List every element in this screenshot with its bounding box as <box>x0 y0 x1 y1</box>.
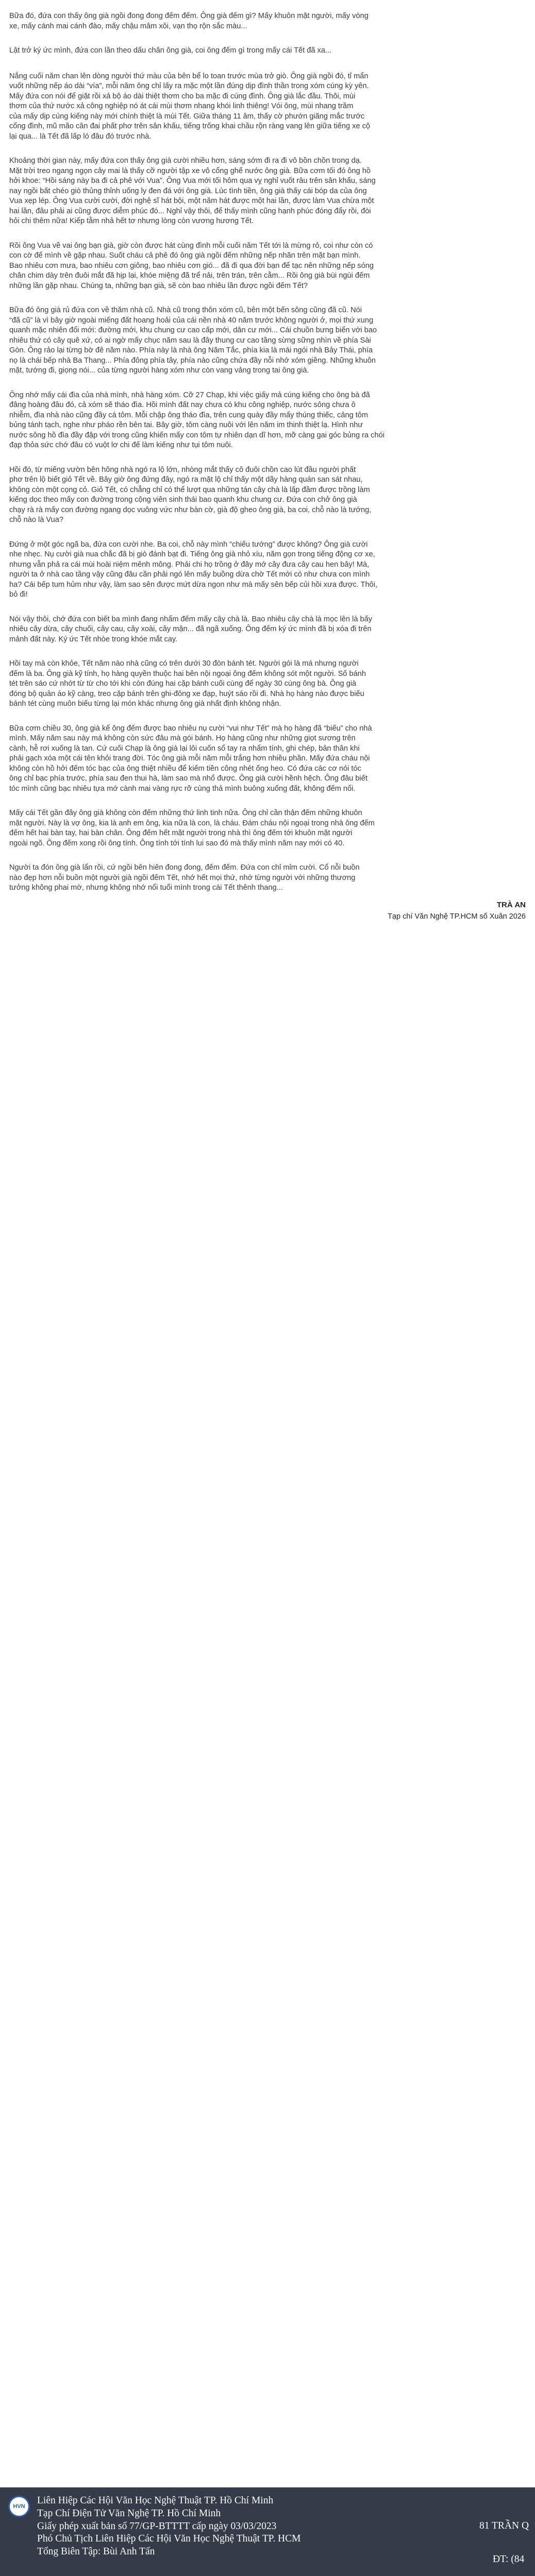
paragraph: Mấy cái Tết gần đây ông già không còn đếm những thứ linh tinh nữa. Ông chỉ cần thận đếm những khuôn mặt người. Này là vợ ông, kia là anh em ông, kia nữa là con, là cháu. Đám cháu nội ngoại trong nhà ông đếm đếm hết hai bàn tay, hai bàn chân. Ông đếm hết mặt người trong nhà thì ông đếm tới khuôn mặt người ngoài ngõ. Ông đếm xong rồi ông tính. Ông tính tới tính lui sao đó mà thấy mình năm nay mới có 40. <box>9 809 375 848</box>
paragraph: Khoảng thời gian này, mấy đứa con thấy ông già cười nhiều hơn, sáng sớm đi ra đi vô bồn chồn trong dạ. Mặt trời treo ngang ngọn cây mai là thấy cỡ người tập xe vô cổng ghế nước ông già. Bữa cơm tối đó ông hồ hởi khoe: “Hồi sáng này ba đi cả phê với Vua”. Ông Vua mới tối hôm qua vỵ nghỉ vuốt râu trên sân khấu, sáng nay ngồi bất chéo giò thủng thỉnh uống ly đen đá với ông già. Lúc tình tiền, ông già thấy cái bóp da của ông Vua xẹp lép. Ông Vua cười cười, đời nghệ sĩ hát bội, một năm hát được một hai lần, được làm Vua chừa một hai lần, đâu phải ai cũng được diễm phúc đó... Nghỉ vậy thôi, để thấy mình cũng hạnh phúc đóng đẩy rồi, đòi hỏi chi thêm nữa! Kiếp tằm nhả hết tơ nhưng lòng còn vương hương Tết. <box>9 157 376 225</box>
paragraph: Nắng cuối năm chan lên dòng người thứ màu của bên bể lo toan trước mùa trở giò. Ông già ngồi đó, tỉ mẩn vuốt những nếp áo dài “vía”, mỗi năm ông chỉ lấy ra mặc một lần đúng dịp đình thần trong xóm cúng kỳ yên. Mấy đứa con nói để giặt rồi xả bộ áo dài thiệt thơm cho ba mặc đi cúng đình. Ông già lắc đầu. Thôi, mùi thơm của thứ nước xả công nghiệp nó át cái mùi thơm nhang khói linh thiêng! Vói ông, mùi nhang trầm của mấy dịp cúng kiếng này mới chính thiệt là mùi Tết. Giữa tháng 11 âm, thấy cờ phướn giăng mắc trước cổng đình, mũ mão cân đai phất phơ trên sân khấu, tiếng trống khai chầu rộn ràng vang lên giữa tiếng xe cộ lại qua... là Tết đã lấp ló đâu đó trước nhà. <box>9 72 371 141</box>
paragraph: Người ta đón ông già lẩn rồi, cứ ngồi bên hiên đong đong, đếm đếm. Đứa con chỉ mỉm cười. Cổ nỗi buồn nào đẹp hơn nỗi buồn một người già ngồi đếm Tết, nhớ hết mọi thứ, nhớ từng người với những thương tưởng không phai mờ, nhưng không nhớ nổi tuổi mình trong cái Tết thênh thang... <box>9 863 360 892</box>
organization-logo-icon <box>8 2496 30 2517</box>
paragraph: Rồi ông Vua về vai ông bạn già, giờ còn được hát cùng đình mỗi cuối năm Tết tới là mừng rỏ, coi như còn có con cờ để mình về gặp nhau. Suốt cháu cả phê đó ông già ngồi đếm những nếp nhăn trên mặt bạn mình. Bao nhiêu cơn mưa, bao nhiêu cơn giông, bao nhiêu cơn gió... đã đi qua đời bạn để tạc nên những nếp sóng chân chim dày trên đuôi mắt đã hịp lại, khóe miệng đã trể nải, trên trán, trên cằm... Rồi ông già bùi ngùi đếm những lần gặp nhau. Chúng ta, những bạn già, sẽ còn bao nhiêu lần được ngồi đếm Tết? <box>9 241 374 290</box>
footer-line-license: Giấy phép xuất bản số 77/GP-BTTTT cấp ngày 03/03/2023 <box>37 2520 277 2532</box>
paragraph: Bữa cơm chiều 30, ông già kể ông đếm được bao nhiêu nụ cười “vui như Tết” mà họ hàng đã “biếu” cho nhà mình. Mấy năm sau này má không còn sức đâu mà gói bánh. Họ hàng cũng như những giọt sương trên cành, hễ rơi xuống là tan. Cứ cuối Chạp là ông già lại lôi cuốn sổ tay ra nhẩm tính, ghi chép, bản thân khi phải gạch xóa một cái tên khỏi trang đời. Tóc ông già mỗi năm mỗi trắng hơn nhiều phần. Mấy đứa cháu nội không còn hồ hởi đếm tóc bạc của ông thiệt nhiều để kiếm tiền công nhét ống heo. Có đứa các cơ nói tóc ông chỉ bạc phía trước, phía sau đen thui hà, làm sao mà nhổ được. Ông già cười hềnh hệch. Ông đâu biết tóc mình cũng bạc nhiêu tựa mớ cành mai vàng rực rỡ cùng thả mình buông xuống đất, không đếm nổi. <box>9 724 372 793</box>
paragraph: Nói vậy thôi, chớ đứa con biết ba mình đang nhẩm đếm mấy cây chà là. Bao nhiêu cây chà là mọc lên là bấy nhiêu cây dừa, cây chuối, cây cau, cây xoài, cây mận... đã ngã xuống. Ông đếm ký ức mình đã bị xóa đi trên mảnh đất này. Ký ức Tết nhòe trong khóe mắt cay. <box>9 615 373 643</box>
footer-line-organization: Liên Hiệp Các Hội Văn Học Nghệ Thuật TP. Hồ Chí Minh <box>37 2495 274 2506</box>
paragraph: Ông nhớ mấy cái đìa của nhà mình, nhà hàng xóm. Cỡ 27 Chạp, khi việc giấy mả cúng kiếng cho ông bà đã đâng hoàng đâu đó, cả xóm sẽ tháo đìa. Hồi mình đất nay chưa có khu công nghiệp, nước sông chưa ô nhiễm, đìa nhà nào cũng đầy cá tôm. Mỗi chập ông tháo đìa, trên cung quày đầy mấy thúng thiếc, cảng tôm bủng tánh tạch, nghe như pháo rền bên tai. Bây giờ, tôm càng nuôi với lên năm im thinh thiệt lạ. Hình như nước sông hồ đìa đầy đập với trong cũng khiến mấy con tôm tự nhiên dạn dĩ hơn, mỡ càng gai góc bủng ra chói đạp thỏa sức chớ đâu có vuột lơ chi để làm kiếng như tụi tôm nuôi. <box>9 391 384 449</box>
footer-line-vice-chairman: Phó Chủ Tịch Liên Hiệp Các Hội Văn Học Nghệ Thuật TP. HCM <box>37 2533 301 2545</box>
paragraph: Đứng ở một góc ngã ba, đứa con cười nhe. Ba coi, chỗ này mình “chiếu tướng” được không? Ông già cười nhe nhẹc. Nụ cười già nua chắc đã bị giò đánh bạt đi. Tiếng ông già nhỏ xíu, năm gọn trong tiếng động cơ xe, nhưng vẫn phả ra cái mùi hoài niệm mênh mông. Phải chi họ trồng ở đây mớ cây đưa cây cau hen bây! Mà, người ta ở nhà cao tầng vậy cũng đâu cần phải ngó lên mấy buồng dừa chờ Tết mới có như chưa con mình ha? Cái bếp tum hủm như vậy, làm sao sên được mứt dừa ngon như mà mấy sên bếp củi hồi xưa được. Thôi, bỏ đi! <box>9 540 378 599</box>
paragraph: Bữa đó ông già rủ đứa con về thăm nhà cũ. Nhà cũ trong thôn xóm cũ, bên một bến sông cũng đã cũ. Nói “đã cũ” là vì bây giờ ngoài miếng đất hoang hoải của cái nền nhà 40 năm trước không người ở, mọi thứ xung quanh mặc nhiên đổi mới: đường mới, khu chung cư cao cấp mới, dân cư mới... Cái chuồn bưng biển với bao nhiêu thứ có cây quê xứ, có ai ngờ mấy chục năm sau là đây thung cư cao tầng sừng sững nhìn về phía Sài Gòn. Ông rảo lại từng bờ đê năm nào. Phía này là nhà ông Năm Tắc, phía kia là mái ngói nhà Bảy Thái, phía nọ là chái bếp nhà Ba Thang... Phía đông phía tây, phía nào cũng chứa đầy nỗi nhớ xóm giềng. Những khuôn mặt, tướng đi, giọng nói... của từng người hàng xóm như còn vang vảng trong tai ông già. <box>9 306 377 375</box>
site-footer <box>0 2487 535 2576</box>
paragraph: Lật trở ký ức mình, đứa con lần theo dấu chân ông già, coi ông đếm gì trong mấy cái Tết đã xa... <box>9 46 332 55</box>
article-body <box>0 0 535 921</box>
footer-address: 81 TRẦN Q <box>479 2520 529 2531</box>
article-source: Tạp chí Văn Nghệ TP.HCM số Xuân 2026 <box>388 912 526 921</box>
footer-line-magazine: Tạp Chí Điện Tử Văn Nghệ TP. Hồ Chí Minh <box>37 2507 221 2519</box>
paragraph: Hồi đó, từ miếng vườn bên hông nhà ngó ra lộ lớn, nhòng mắt thấy cô đuôi chồn cao lút đầu người phất phơ trên lộ biết giỏ Tết về. Bây giờ ông đứng đây, ngó ra mặt lộ chỉ thấy một dãy hàng quán san sát nhau, không còn một cọng cỏ. Giỏ Tết, có chẳng chỉ có thể lượt qua những tán cây chà là lấp đầm được trồng làm kiếng dọc theo mấy con đường trong cộng viên sinh thái bao quanh khu chung cư. Đứa con chở ông già chạy rà rà mấy con đường ngang dọc vuông vức như bàn cờ, già độ gheo ông già, ba coi, chỗ nào là tướng, chỗ nào là Vua? <box>9 465 372 524</box>
author-signature: TRÀ AN <box>496 900 526 909</box>
paragraph: Hồi tay mà còn khỏe, Tết năm nào nhà cũng có trên dưới 30 đòn bánh tét. Người gói là má nhưng người đếm là ba. Ông già kỹ tính, họ hàng quyền thuộc hai bên nội ngoại ông đếm không sót một người. Số bánh tét trên sáo cứ nhớt từ từ cho tới khi còn đúng hai cặp bánh cuối cùng để ngày 30 cúng ông bà. Ông già đóng bộ quản áo kỹ càng, treo cặp bánh trên ghi-đông xe đạp, huýt sáo rồi đi. Nhà họ hàng nào được biếu bánh tét cùng muôn biếu từng lại món khác nhưng ông già nhất định không nhận. <box>9 659 366 708</box>
paragraph: Bữa đó, đứa con thấy ông già ngồi đong đong đếm đếm. Ông già đếm gì? Mấy khuôn mặt người, mấy vòng xe, mấy cánh mai cánh đào, mấy chậu mâm xôi, vạn thọ rộn sắc màu... <box>9 12 369 30</box>
footer-phone: ĐT: (84 <box>493 2554 525 2565</box>
footer-line-editor: Tổng Biên Tập: Bùi Anh Tấn <box>37 2546 155 2557</box>
footer-info <box>37 2495 300 2558</box>
logo-text: HVN <box>13 2503 25 2510</box>
